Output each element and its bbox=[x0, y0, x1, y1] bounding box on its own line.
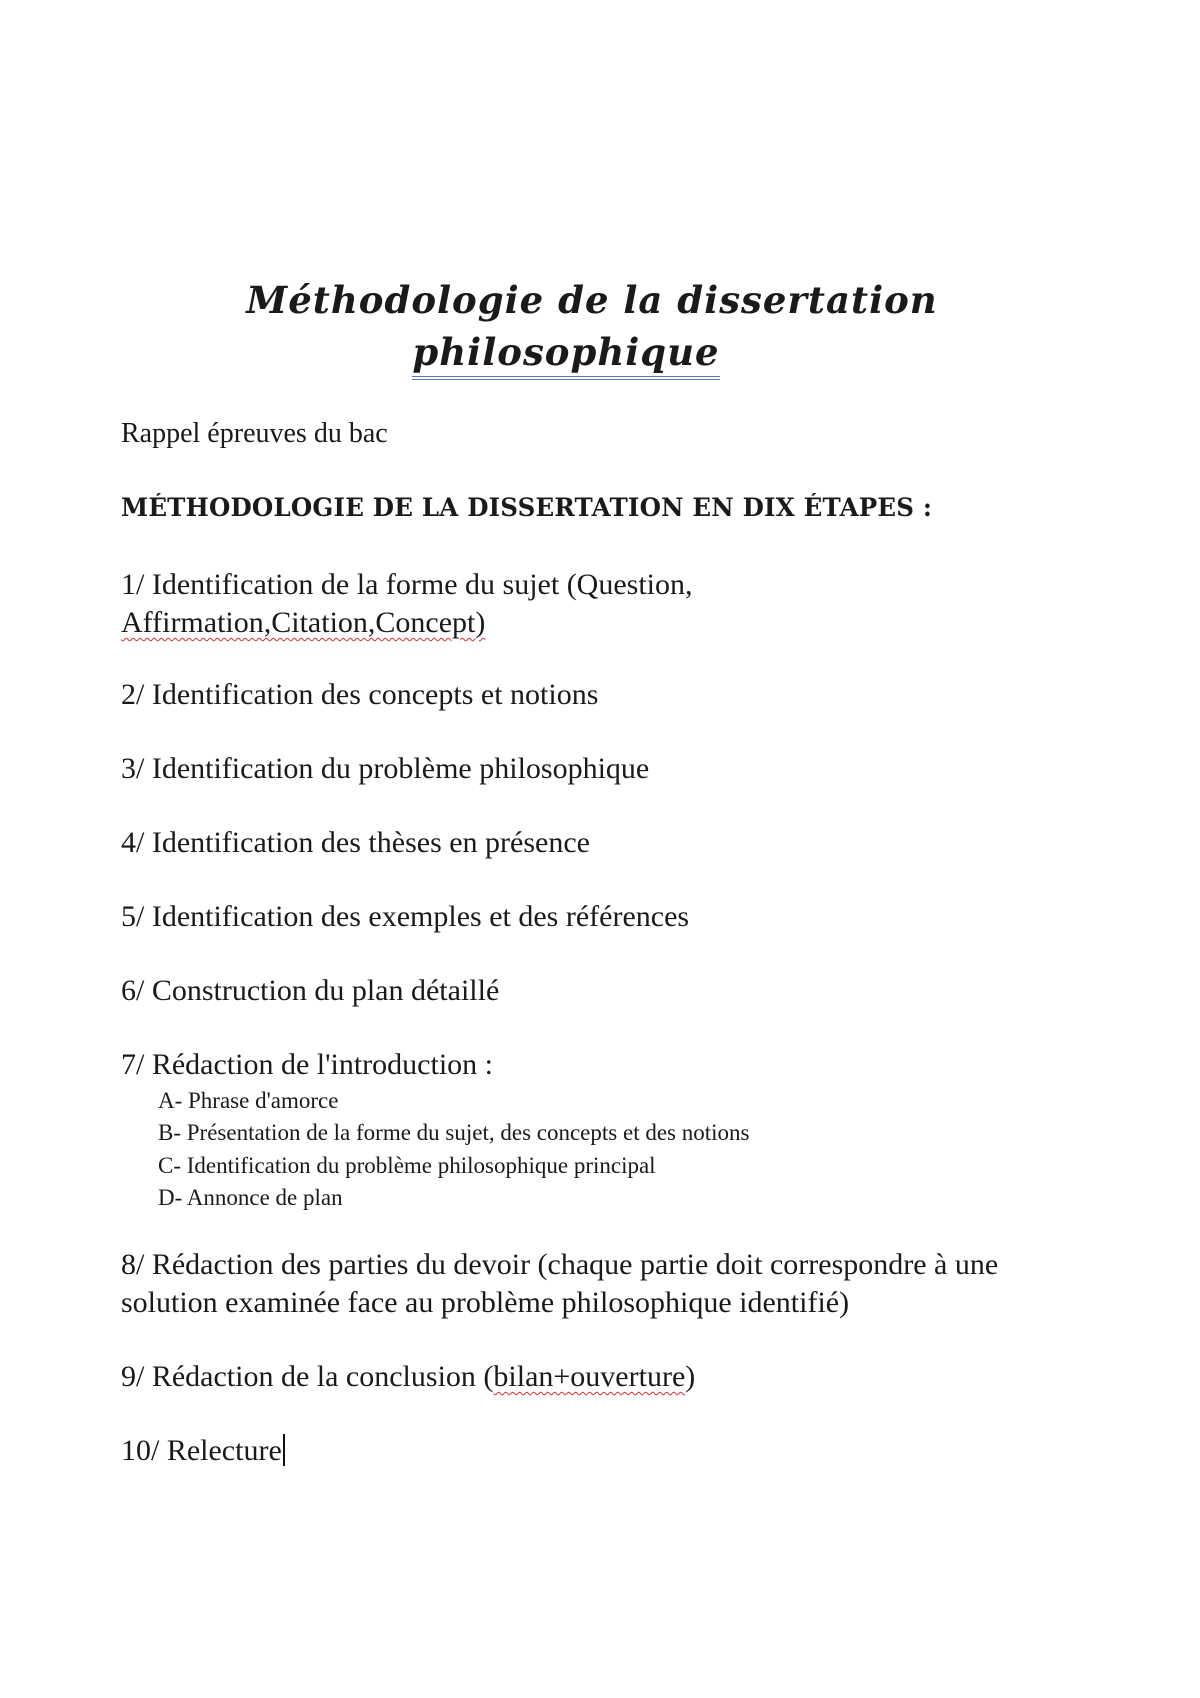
step-6: 6/ Construction du plan détaillé bbox=[121, 974, 500, 1007]
rappel-text: Rappel épreuves du bac bbox=[121, 418, 388, 449]
text-cursor bbox=[283, 1434, 285, 1466]
document-title-underlined: philosophique bbox=[412, 330, 719, 380]
step-7-sub-b: B- Présentation de la forme du sujet, des concepts et des notions bbox=[158, 1120, 750, 1145]
spellcheck-flagged-text: Affirmation,Citation,Concept) bbox=[121, 606, 486, 639]
step-9-suffix: ) bbox=[685, 1360, 696, 1393]
step-4: 4/ Identification des thèses en présence bbox=[121, 826, 590, 859]
spellcheck-flagged-text: bilan+ouverture bbox=[493, 1360, 686, 1393]
step-9-prefix: 9/ Rédaction de la conclusion ( bbox=[121, 1360, 494, 1393]
step-1-line-2 bbox=[121, 606, 485, 640]
document-title-line-1: Méthodologie de la dissertation bbox=[246, 278, 938, 322]
step-7-sub-d: D- Annonce de plan bbox=[158, 1185, 343, 1210]
document-title-line-2 bbox=[0, 330, 1166, 374]
step-2: 2/ Identification des concepts et notions bbox=[121, 678, 599, 711]
step-5: 5/ Identification des exemples et des références bbox=[121, 900, 690, 933]
step-8-line-1: 8/ Rédaction des parties du devoir (chaque partie doit correspondre à une bbox=[121, 1248, 999, 1281]
step-10[interactable] bbox=[121, 1434, 285, 1468]
step-9 bbox=[121, 1360, 695, 1394]
step-1-line-1: 1/ Identification de la forme du sujet (Question, bbox=[121, 568, 693, 601]
step-3: 3/ Identification du problème philosophique bbox=[121, 752, 650, 785]
step-10-text: 10/ Relecture bbox=[121, 1434, 282, 1467]
section-heading: MÉTHODOLOGIE DE LA DISSERTATION EN DIX ÉTAPES : bbox=[121, 493, 933, 522]
step-7: 7/ Rédaction de l'introduction : bbox=[121, 1048, 493, 1081]
step-7-sub-c: C- Identification du problème philosophique principal bbox=[158, 1153, 656, 1178]
step-8-line-2: solution examinée face au problème philosophique identifié) bbox=[121, 1286, 850, 1319]
step-7-sub-a: A- Phrase d'amorce bbox=[158, 1088, 339, 1113]
